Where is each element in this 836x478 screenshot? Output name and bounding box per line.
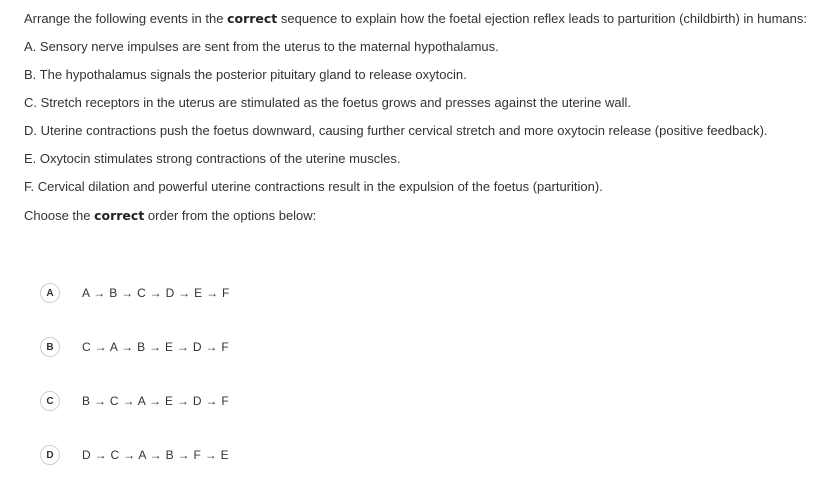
question-intro-emphasis: correct — [227, 11, 278, 26]
choose-emphasis: correct — [94, 208, 145, 223]
option-d-text[interactable]: D → C → A → B → F → E — [82, 448, 229, 462]
event-e: E. Oxytocin stimulates strong contractions of the uterine muscles. — [24, 151, 401, 166]
event-d: D. Uterine contractions push the foetus downward, causing further cervical stretch and more oxytocin release (positive feedback). — [24, 123, 768, 138]
question-intro — [24, 10, 807, 27]
option-a-text[interactable]: A → B → C → D → E → F — [82, 286, 230, 300]
event-f: F. Cervical dilation and powerful uterine contractions result in the expulsion of the foetus (parturition). — [24, 179, 603, 194]
event-b: B. The hypothalamus signals the posterior pituitary gland to release oxytocin. — [24, 67, 467, 82]
option-d[interactable] — [40, 444, 229, 466]
option-c-text[interactable]: B → C → A → E → D → F — [82, 394, 229, 408]
option-a-badge[interactable]: A — [40, 283, 60, 303]
event-a: A. Sensory nerve impulses are sent from the uterus to the maternal hypothalamus. — [24, 39, 499, 54]
question-intro-prefix: Arrange the following events in the — [24, 11, 228, 26]
choose-prefix: Choose the — [24, 208, 95, 223]
option-d-badge[interactable]: D — [40, 445, 60, 465]
question-intro-suffix: sequence to explain how the foetal ejection reflex leads to parturition (childbirth) in humans: — [277, 11, 807, 26]
choose-suffix: order from the options below: — [144, 208, 317, 223]
option-a[interactable] — [40, 282, 230, 304]
option-c[interactable] — [40, 390, 229, 412]
event-c: C. Stretch receptors in the uterus are stimulated as the foetus grows and presses against the uterine wall. — [24, 95, 631, 110]
choose-instruction — [24, 207, 316, 224]
option-b-text[interactable]: C → A → B → E → D → F — [82, 340, 229, 354]
option-b[interactable] — [40, 336, 229, 358]
option-b-badge[interactable]: B — [40, 337, 60, 357]
option-c-badge[interactable]: C — [40, 391, 60, 411]
